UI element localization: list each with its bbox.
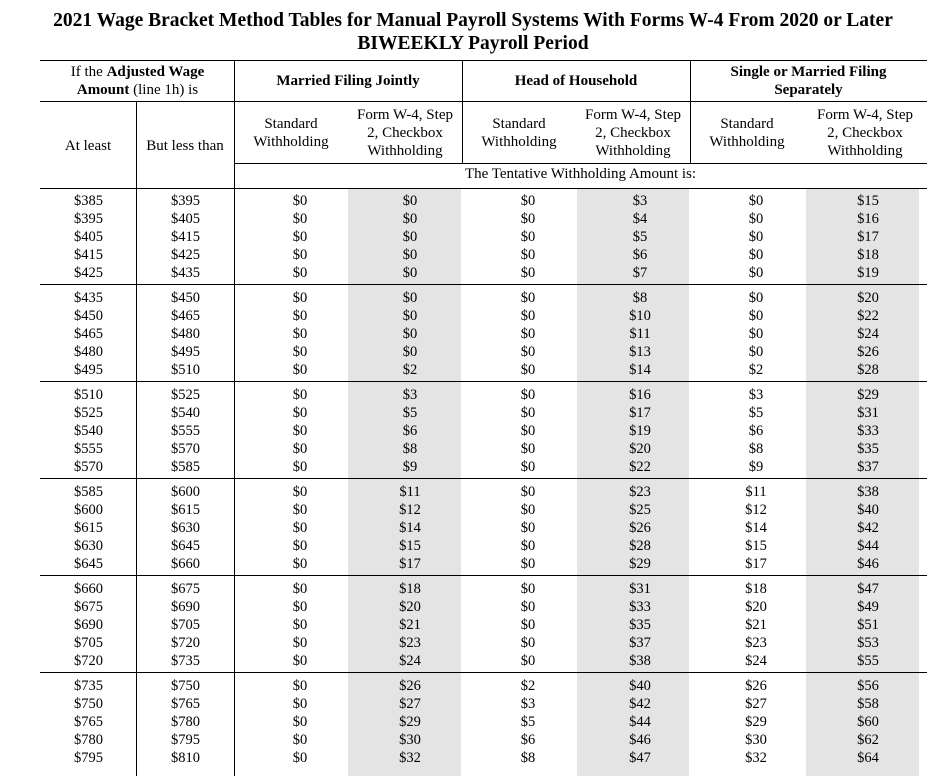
cell-single-standard: $17 (745, 556, 767, 572)
cell-hoh-checkbox: $11 (629, 326, 651, 342)
header-divider-wage (234, 60, 235, 189)
cell-mfj-standard: $0 (292, 265, 308, 281)
page-subtitle: BIWEEKLY Payroll Period (357, 33, 589, 54)
cell-hoh-standard: $0 (520, 211, 536, 227)
cell-mfj-checkbox: $32 (399, 750, 421, 766)
cell-hoh-checkbox: $3 (632, 193, 648, 209)
cell-but-less-than: $425 (171, 247, 200, 263)
cell-but-less-than: $630 (171, 520, 200, 536)
cell-at-least: $660 (74, 581, 103, 597)
cell-hoh-standard: $8 (520, 750, 536, 766)
cell-but-less-than: $735 (171, 653, 200, 669)
cell-at-least: $615 (74, 520, 103, 536)
cell-single-checkbox: $46 (857, 556, 879, 572)
cell-at-least: $525 (74, 405, 103, 421)
cell-hoh-standard: $0 (520, 459, 536, 475)
cell-but-less-than: $540 (171, 405, 200, 421)
cell-but-less-than: $690 (171, 599, 200, 615)
cell-hoh-standard: $6 (520, 732, 536, 748)
cell-hoh-checkbox: $47 (629, 750, 651, 766)
cell-single-checkbox: $16 (857, 211, 879, 227)
cell-at-least: $510 (74, 387, 103, 403)
cell-but-less-than: $795 (171, 732, 200, 748)
but-less-than-header: But less than (146, 138, 224, 154)
cell-hoh-standard: $0 (520, 635, 536, 651)
cell-single-checkbox: $44 (857, 538, 879, 554)
group-separator (40, 478, 927, 479)
cell-single-standard: $0 (748, 308, 764, 324)
cell-single-checkbox: $64 (857, 750, 879, 766)
cell-single-checkbox: $29 (857, 387, 879, 403)
cell-at-least: $395 (74, 211, 103, 227)
cell-single-standard: $24 (745, 653, 767, 669)
cell-hoh-standard: $0 (520, 229, 536, 245)
cell-hoh-checkbox: $17 (629, 405, 651, 421)
cell-at-least: $415 (74, 247, 103, 263)
cell-single-standard: $12 (745, 502, 767, 518)
mfj-checkbox-header: Form W-4, Step 2, Checkbox Withholding (357, 107, 453, 159)
cell-hoh-standard: $0 (520, 441, 536, 457)
body-divider-wage (234, 189, 235, 776)
cell-but-less-than: $585 (171, 459, 200, 475)
cell-at-least: $450 (74, 308, 103, 324)
cell-mfj-standard: $0 (292, 502, 308, 518)
cell-at-least: $540 (74, 423, 103, 439)
cell-mfj-standard: $0 (292, 653, 308, 669)
cell-single-standard: $18 (745, 581, 767, 597)
cell-hoh-checkbox: $31 (629, 581, 651, 597)
cell-single-checkbox: $18 (857, 247, 879, 263)
cell-hoh-checkbox: $10 (629, 308, 651, 324)
cell-single-checkbox: $38 (857, 484, 879, 500)
cell-but-less-than: $405 (171, 211, 200, 227)
cell-at-least: $555 (74, 441, 103, 457)
cell-but-less-than: $765 (171, 696, 200, 712)
cell-but-less-than: $510 (171, 362, 200, 378)
cell-hoh-standard: $0 (520, 538, 536, 554)
single-checkbox-header: Form W-4, Step 2, Checkbox Withholding (817, 107, 913, 159)
cell-mfj-checkbox: $0 (402, 308, 418, 324)
cell-mfj-checkbox: $0 (402, 290, 418, 306)
at-least-header: At least (64, 138, 112, 154)
cell-hoh-checkbox: $46 (629, 732, 651, 748)
cell-single-standard: $23 (745, 635, 767, 651)
cell-hoh-checkbox: $28 (629, 538, 651, 554)
cell-but-less-than: $555 (171, 423, 200, 439)
cell-single-standard: $26 (745, 678, 767, 694)
cell-hoh-standard: $0 (520, 362, 536, 378)
cell-hoh-standard: $0 (520, 581, 536, 597)
cell-single-standard: $32 (745, 750, 767, 766)
cell-single-checkbox: $49 (857, 599, 879, 615)
cell-hoh-standard: $0 (520, 423, 536, 439)
cell-mfj-checkbox: $26 (399, 678, 421, 694)
tentative-amount-label: The Tentative Withholding Amount is: (464, 166, 697, 182)
cell-hoh-checkbox: $44 (629, 714, 651, 730)
cell-single-checkbox: $51 (857, 617, 879, 633)
mfj-standard-header: Standard Withholding (253, 116, 329, 150)
cell-single-standard: $0 (748, 290, 764, 306)
cell-but-less-than: $615 (171, 502, 200, 518)
cell-at-least: $765 (74, 714, 103, 730)
cell-single-standard: $20 (745, 599, 767, 615)
cell-hoh-checkbox: $33 (629, 599, 651, 615)
cell-mfj-checkbox: $0 (402, 211, 418, 227)
cell-single-standard: $9 (748, 459, 764, 475)
cell-single-checkbox: $55 (857, 653, 879, 669)
cell-mfj-standard: $0 (292, 229, 308, 245)
cell-at-least: $600 (74, 502, 103, 518)
cell-hoh-checkbox: $13 (629, 344, 651, 360)
cell-at-least: $645 (74, 556, 103, 572)
group-separator (40, 284, 927, 285)
header-divider-mfj (462, 60, 463, 164)
header-top-rule (40, 60, 927, 61)
cell-hoh-checkbox: $26 (629, 520, 651, 536)
cell-single-standard: $0 (748, 211, 764, 227)
cell-single-checkbox: $24 (857, 326, 879, 342)
group-header-single: Single or Married Filing Separately (730, 64, 887, 98)
cell-at-least: $385 (74, 193, 103, 209)
cell-hoh-standard: $0 (520, 326, 536, 342)
header-divider-hoh (690, 60, 691, 164)
cell-mfj-checkbox: $17 (399, 556, 421, 572)
cell-hoh-standard: $0 (520, 520, 536, 536)
cell-hoh-standard: $0 (520, 290, 536, 306)
cell-hoh-standard: $3 (520, 696, 536, 712)
cell-at-least: $630 (74, 538, 103, 554)
cell-at-least: $435 (74, 290, 103, 306)
cell-mfj-standard: $0 (292, 556, 308, 572)
cell-mfj-standard: $0 (292, 520, 308, 536)
cell-single-standard: $0 (748, 193, 764, 209)
cell-mfj-standard: $0 (292, 678, 308, 694)
cell-but-less-than: $780 (171, 714, 200, 730)
cell-single-checkbox: $17 (857, 229, 879, 245)
cell-mfj-checkbox: $23 (399, 635, 421, 651)
cell-single-standard: $21 (745, 617, 767, 633)
cell-mfj-checkbox: $29 (399, 714, 421, 730)
group-separator (40, 575, 927, 576)
cell-at-least: $690 (74, 617, 103, 633)
cell-hoh-standard: $0 (520, 502, 536, 518)
cell-single-standard: $5 (748, 405, 764, 421)
cell-hoh-checkbox: $25 (629, 502, 651, 518)
cell-but-less-than: $810 (171, 750, 200, 766)
group-separator (40, 381, 927, 382)
cell-hoh-standard: $0 (520, 265, 536, 281)
cell-mfj-standard: $0 (292, 387, 308, 403)
header-bottom-rule (40, 188, 927, 189)
cell-mfj-checkbox: $0 (402, 247, 418, 263)
cell-mfj-checkbox: $0 (402, 265, 418, 281)
cell-hoh-checkbox: $14 (629, 362, 651, 378)
cell-hoh-standard: $5 (520, 714, 536, 730)
cell-mfj-checkbox: $0 (402, 193, 418, 209)
cell-at-least: $585 (74, 484, 103, 500)
cell-single-checkbox: $28 (857, 362, 879, 378)
cell-single-standard: $29 (745, 714, 767, 730)
cell-mfj-standard: $0 (292, 247, 308, 263)
cell-at-least: $720 (74, 653, 103, 669)
cell-single-checkbox: $37 (857, 459, 879, 475)
cell-hoh-checkbox: $29 (629, 556, 651, 572)
cell-hoh-checkbox: $16 (629, 387, 651, 403)
cell-at-least: $480 (74, 344, 103, 360)
cell-single-standard: $8 (748, 441, 764, 457)
cell-but-less-than: $660 (171, 556, 200, 572)
cell-single-standard: $30 (745, 732, 767, 748)
cell-at-least: $405 (74, 229, 103, 245)
cell-mfj-checkbox: $14 (399, 520, 421, 536)
cell-mfj-standard: $0 (292, 484, 308, 500)
cell-hoh-standard: $0 (520, 193, 536, 209)
cell-mfj-standard: $0 (292, 362, 308, 378)
hoh-checkbox-header: Form W-4, Step 2, Checkbox Withholding (585, 107, 681, 159)
cell-hoh-checkbox: $23 (629, 484, 651, 500)
cell-mfj-checkbox: $8 (402, 441, 418, 457)
cell-single-standard: $0 (748, 229, 764, 245)
cell-single-checkbox: $56 (857, 678, 879, 694)
group-header-mfj: Married Filing Jointly (276, 73, 420, 89)
cell-mfj-checkbox: $12 (399, 502, 421, 518)
cell-hoh-checkbox: $22 (629, 459, 651, 475)
cell-mfj-checkbox: $0 (402, 229, 418, 245)
page-title: 2021 Wage Bracket Method Tables for Manual Payroll Systems With Forms W-4 From 2020 or Later (53, 10, 893, 31)
cell-mfj-checkbox: $24 (399, 653, 421, 669)
cell-single-checkbox: $53 (857, 635, 879, 651)
cell-mfj-standard: $0 (292, 344, 308, 360)
cell-mfj-standard: $0 (292, 538, 308, 554)
cell-hoh-checkbox: $40 (629, 678, 651, 694)
cell-hoh-standard: $0 (520, 344, 536, 360)
cell-mfj-checkbox: $3 (402, 387, 418, 403)
cell-single-standard: $3 (748, 387, 764, 403)
cell-single-standard: $0 (748, 326, 764, 342)
cell-at-least: $795 (74, 750, 103, 766)
cell-mfj-standard: $0 (292, 635, 308, 651)
cell-mfj-checkbox: $27 (399, 696, 421, 712)
cell-hoh-standard: $0 (520, 653, 536, 669)
cell-single-standard: $11 (745, 484, 767, 500)
cell-hoh-standard: $0 (520, 484, 536, 500)
cell-mfj-standard: $0 (292, 599, 308, 615)
cell-hoh-checkbox: $37 (629, 635, 651, 651)
cell-mfj-standard: $0 (292, 714, 308, 730)
cell-at-least: $675 (74, 599, 103, 615)
cell-single-standard: $6 (748, 423, 764, 439)
cell-hoh-checkbox: $5 (632, 229, 648, 245)
cell-mfj-standard: $0 (292, 211, 308, 227)
cell-single-checkbox: $15 (857, 193, 879, 209)
cell-hoh-standard: $0 (520, 247, 536, 263)
cell-mfj-standard: $0 (292, 459, 308, 475)
cell-mfj-checkbox: $18 (399, 581, 421, 597)
cell-mfj-standard: $0 (292, 732, 308, 748)
cell-mfj-checkbox: $2 (402, 362, 418, 378)
cell-single-standard: $0 (748, 247, 764, 263)
cell-single-standard: $0 (748, 265, 764, 281)
cell-mfj-standard: $0 (292, 326, 308, 342)
cell-hoh-checkbox: $42 (629, 696, 651, 712)
cell-mfj-standard: $0 (292, 308, 308, 324)
cell-mfj-standard: $0 (292, 423, 308, 439)
cell-mfj-standard: $0 (292, 696, 308, 712)
cell-hoh-checkbox: $7 (632, 265, 648, 281)
cell-hoh-standard: $0 (520, 308, 536, 324)
cell-but-less-than: $570 (171, 441, 200, 457)
cell-single-checkbox: $47 (857, 581, 879, 597)
cell-mfj-standard: $0 (292, 193, 308, 209)
cell-single-checkbox: $31 (857, 405, 879, 421)
cell-single-checkbox: $42 (857, 520, 879, 536)
header-mid-rule (40, 101, 927, 102)
cell-single-checkbox: $33 (857, 423, 879, 439)
cell-but-less-than: $705 (171, 617, 200, 633)
cell-but-less-than: $720 (171, 635, 200, 651)
cell-but-less-than: $495 (171, 344, 200, 360)
group-separator (40, 672, 927, 673)
cell-at-least: $705 (74, 635, 103, 651)
cell-mfj-standard: $0 (292, 617, 308, 633)
hoh-standard-header: Standard Withholding (481, 116, 557, 150)
cell-hoh-checkbox: $6 (632, 247, 648, 263)
cell-hoh-checkbox: $8 (632, 290, 648, 306)
wage-amount-header: If the Adjusted Wage Amount (line 1h) is (70, 64, 205, 98)
cell-mfj-checkbox: $0 (402, 344, 418, 360)
cell-at-least: $750 (74, 696, 103, 712)
cell-hoh-standard: $0 (520, 556, 536, 572)
cell-at-least: $570 (74, 459, 103, 475)
cell-at-least: $465 (74, 326, 103, 342)
cell-single-standard: $0 (748, 344, 764, 360)
cell-mfj-standard: $0 (292, 441, 308, 457)
cell-hoh-checkbox: $4 (632, 211, 648, 227)
single-standard-header: Standard Withholding (709, 116, 785, 150)
cell-but-less-than: $525 (171, 387, 200, 403)
cell-mfj-checkbox: $9 (402, 459, 418, 475)
header-sub-rule (234, 163, 927, 164)
cell-single-standard: $15 (745, 538, 767, 554)
cell-single-checkbox: $19 (857, 265, 879, 281)
cell-at-least: $495 (74, 362, 103, 378)
cell-but-less-than: $750 (171, 678, 200, 694)
cell-hoh-standard: $0 (520, 617, 536, 633)
cell-single-checkbox: $60 (857, 714, 879, 730)
cell-hoh-standard: $0 (520, 387, 536, 403)
cell-hoh-standard: $0 (520, 405, 536, 421)
header-divider-wage-cols (136, 101, 137, 189)
cell-single-checkbox: $40 (857, 502, 879, 518)
cell-hoh-checkbox: $20 (629, 441, 651, 457)
cell-hoh-checkbox: $35 (629, 617, 651, 633)
body-divider-wage-cols (136, 189, 137, 776)
cell-mfj-standard: $0 (292, 290, 308, 306)
cell-mfj-standard: $0 (292, 405, 308, 421)
cell-at-least: $425 (74, 265, 103, 281)
cell-mfj-checkbox: $5 (402, 405, 418, 421)
cell-but-less-than: $465 (171, 308, 200, 324)
cell-mfj-standard: $0 (292, 581, 308, 597)
cell-single-standard: $14 (745, 520, 767, 536)
cell-single-checkbox: $26 (857, 344, 879, 360)
cell-at-least: $735 (74, 678, 103, 694)
cell-but-less-than: $435 (171, 265, 200, 281)
cell-mfj-checkbox: $6 (402, 423, 418, 439)
cell-hoh-checkbox: $38 (629, 653, 651, 669)
cell-single-checkbox: $22 (857, 308, 879, 324)
cell-mfj-checkbox: $30 (399, 732, 421, 748)
cell-hoh-standard: $2 (520, 678, 536, 694)
cell-hoh-standard: $0 (520, 599, 536, 615)
cell-but-less-than: $395 (171, 193, 200, 209)
cell-but-less-than: $415 (171, 229, 200, 245)
cell-single-checkbox: $62 (857, 732, 879, 748)
cell-mfj-checkbox: $21 (399, 617, 421, 633)
cell-single-checkbox: $35 (857, 441, 879, 457)
cell-but-less-than: $480 (171, 326, 200, 342)
cell-mfj-standard: $0 (292, 750, 308, 766)
cell-but-less-than: $600 (171, 484, 200, 500)
cell-mfj-checkbox: $0 (402, 326, 418, 342)
cell-but-less-than: $450 (171, 290, 200, 306)
cell-mfj-checkbox: $15 (399, 538, 421, 554)
cell-single-checkbox: $58 (857, 696, 879, 712)
cell-single-checkbox: $20 (857, 290, 879, 306)
cell-single-standard: $27 (745, 696, 767, 712)
cell-hoh-checkbox: $19 (629, 423, 651, 439)
cell-at-least: $780 (74, 732, 103, 748)
group-header-hoh: Head of Household (514, 73, 638, 89)
cell-mfj-checkbox: $20 (399, 599, 421, 615)
cell-but-less-than: $645 (171, 538, 200, 554)
cell-but-less-than: $675 (171, 581, 200, 597)
cell-single-standard: $2 (748, 362, 764, 378)
cell-mfj-checkbox: $11 (399, 484, 421, 500)
